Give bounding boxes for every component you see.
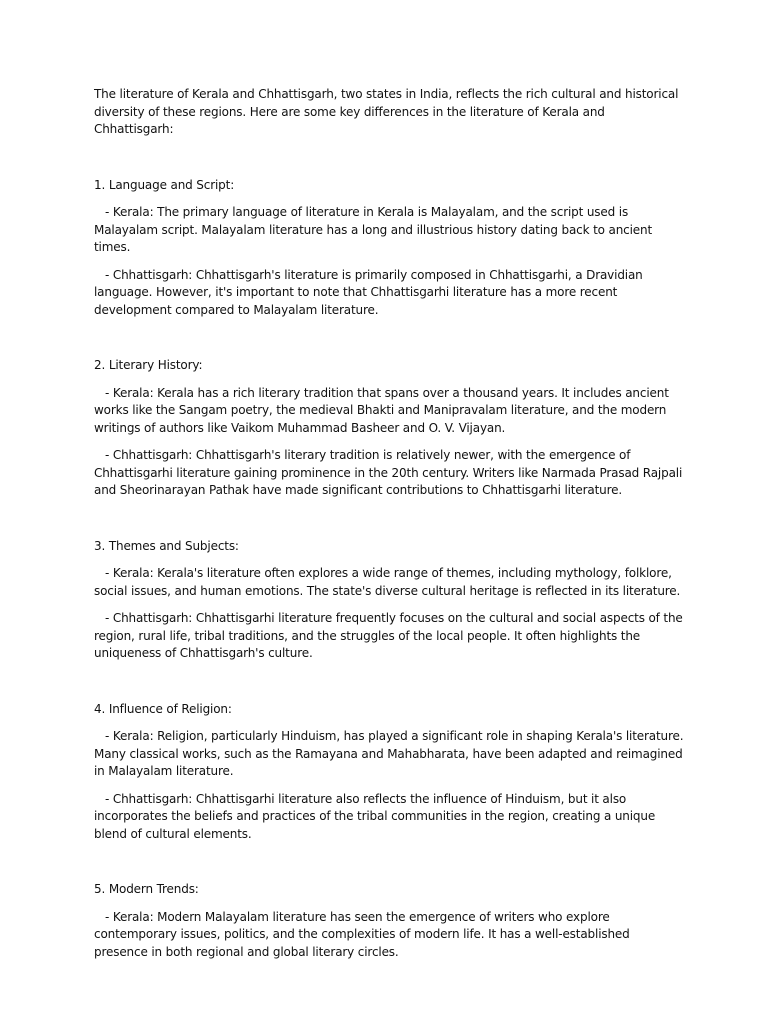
item-text: Kerala's literature often explores a wide range of themes, including mythology, folklore, social issues, and human emotions. The state's diverse cultural heritage is reflected in its literature.: [94, 566, 681, 598]
item-text: Chhattisgarhi literature frequently focuses on the cultural and social aspects of the region, rural life, tribal traditions, and the struggles of the local people. It often highlights the uniqueness of Chhattisgarh's culture.: [94, 611, 683, 660]
section-item-kerala: - Kerala: Kerala's literature often explores a wide range of themes, including mythology, folklore, social issues, and human emotions. The state's diverse cultural heritage is reflected in its literature.: [94, 566, 681, 598]
item-text: The primary language of literature in Kerala is Malayalam, and the script used is Malayalam script. Malayalam literature has a long and illustrious history dating back to ancient times.: [94, 205, 653, 254]
section-item-chhattisgarh: - Chhattisgarh: Chhattisgarhi literature also reflects the influence of Hinduism, but it also incorporates the beliefs and practices of the tribal communities in the region, creating a unique blend of cultural elements.: [94, 791, 656, 841]
item-region: Chhattisgarh: [112, 791, 189, 806]
section-influence-of-religion: [94, 701, 684, 844]
section-heading: 3. Themes and Subjects:: [94, 538, 239, 553]
section-heading: 4. Influence of Religion:: [94, 701, 232, 716]
item-text: Chhattisgarh's literature is primarily composed in Chhattisgarhi, a Dravidian language. However, it's important to note that Chhattisgarhi literature has a more recent development compared to Malayalam literature.: [94, 267, 643, 317]
section-language-and-script: [94, 177, 684, 320]
section-item-kerala: - Kerala: Modern Malayalam literature has seen the emergence of writers who explore contemporary issues, politics, and the complexities of modern life. It has a well-established presence in both regional and global literary circles.: [94, 909, 630, 959]
section-literary-history: [94, 357, 684, 500]
document-page: [94, 86, 684, 999]
section-modern-trends: [94, 881, 684, 961]
section-heading: 1. Language and Script:: [94, 177, 235, 192]
section-item-chhattisgarh: - Chhattisgarh: Chhattisgarhi literature frequently focuses on the cultural and social aspects of the region, rural life, tribal traditions, and the struggles of the local people. It often highlights the uniqueness of Chhattisgarh's culture.: [94, 611, 683, 660]
section-heading: 5. Modern Trends:: [94, 882, 199, 896]
item-region: Chhattisgarh: [112, 267, 189, 282]
section-item-chhattisgarh: - Chhattisgarh: Chhattisgarh's literary tradition is relatively newer, with the emergence of Chhattisgarhi literature gaining prominence in the 20th century. Writers like Narmada Prasad Rajpali and Sheorinarayan Pathak have made significant contributions to Chhattisgarhi literature.: [94, 448, 683, 497]
section-heading: 2. Literary History:: [94, 358, 203, 372]
item-region: Kerala: [112, 729, 150, 743]
section-themes-and-subjects: [94, 538, 684, 663]
intro-paragraph: The literature of Kerala and Chhattisgarh, two states in India, reflects the rich cultural and historical diversity of these regions. Here are some key differences in the literature of Kerala and Chhattisgarh:: [94, 87, 679, 136]
section-item-chhattisgarh: - Chhattisgarh: Chhattisgarh's literature is primarily composed in Chhattisgarhi, a Dravidian language. However, it's important to note that Chhattisgarhi literature has a more recent development compared to Malayalam literature.: [94, 267, 643, 317]
item-region: Kerala: [112, 566, 150, 580]
section-item-kerala: - Kerala: Kerala has a rich literary tradition that spans over a thousand years. It includes ancient works like the Sangam poetry, the medieval Bhakti and Manipravalam literature, and the modern writings of authors like Vaikom Muhammad Basheer and O. V. Vijayan.: [94, 385, 669, 435]
item-text: Kerala has a rich literary tradition that spans over a thousand years. It includes ancient works like the Sangam poetry, the medieval Bhakti and Manipravalam literature, and the modern writings of authors like Vaikom Muhammad Basheer and O. V. Vijayan.: [94, 385, 669, 435]
section-item-kerala: - Kerala: Religion, particularly Hinduism, has played a significant role in shaping Kerala's literature. Many classical works, such as the Ramayana and Mahabharata, have been adapted and reimagined in Malayalam literature.: [94, 729, 684, 778]
item-region: Chhattisgarh: [112, 448, 189, 462]
item-region: Kerala: [112, 205, 150, 219]
item-text: Modern Malayalam literature has seen the emergence of writers who explore contemporary issues, politics, and the complexities of modern life. It has a well-established presence in both regional and global literary circles.: [94, 909, 630, 959]
item-text: Chhattisgarhi literature also reflects the influence of Hinduism, but it also incorporates the beliefs and practices of the tribal communities in the region, creating a unique blend of cultural elements.: [94, 791, 656, 841]
section-item-kerala: - Kerala: The primary language of literature in Kerala is Malayalam, and the script used is Malayalam script. Malayalam literature has a long and illustrious history dating back to ancient times.: [94, 205, 653, 254]
item-region: Kerala: [112, 385, 150, 400]
item-region: Kerala: [112, 909, 150, 924]
item-text: Religion, particularly Hinduism, has played a significant role in shaping Kerala's literature. Many classical works, such as the Ramayana and Mahabharata, have been adapted and reimagined in Malayalam literature.: [94, 729, 684, 778]
item-region: Chhattisgarh: [112, 611, 189, 625]
item-text: Chhattisgarh's literary tradition is relatively newer, with the emergence of Chhattisgarhi literature gaining prominence in the 20th century. Writers like Narmada Prasad Rajpali and Sheorinarayan Pathak have made significant contributions to Chhattisgarhi literature.: [94, 448, 683, 497]
